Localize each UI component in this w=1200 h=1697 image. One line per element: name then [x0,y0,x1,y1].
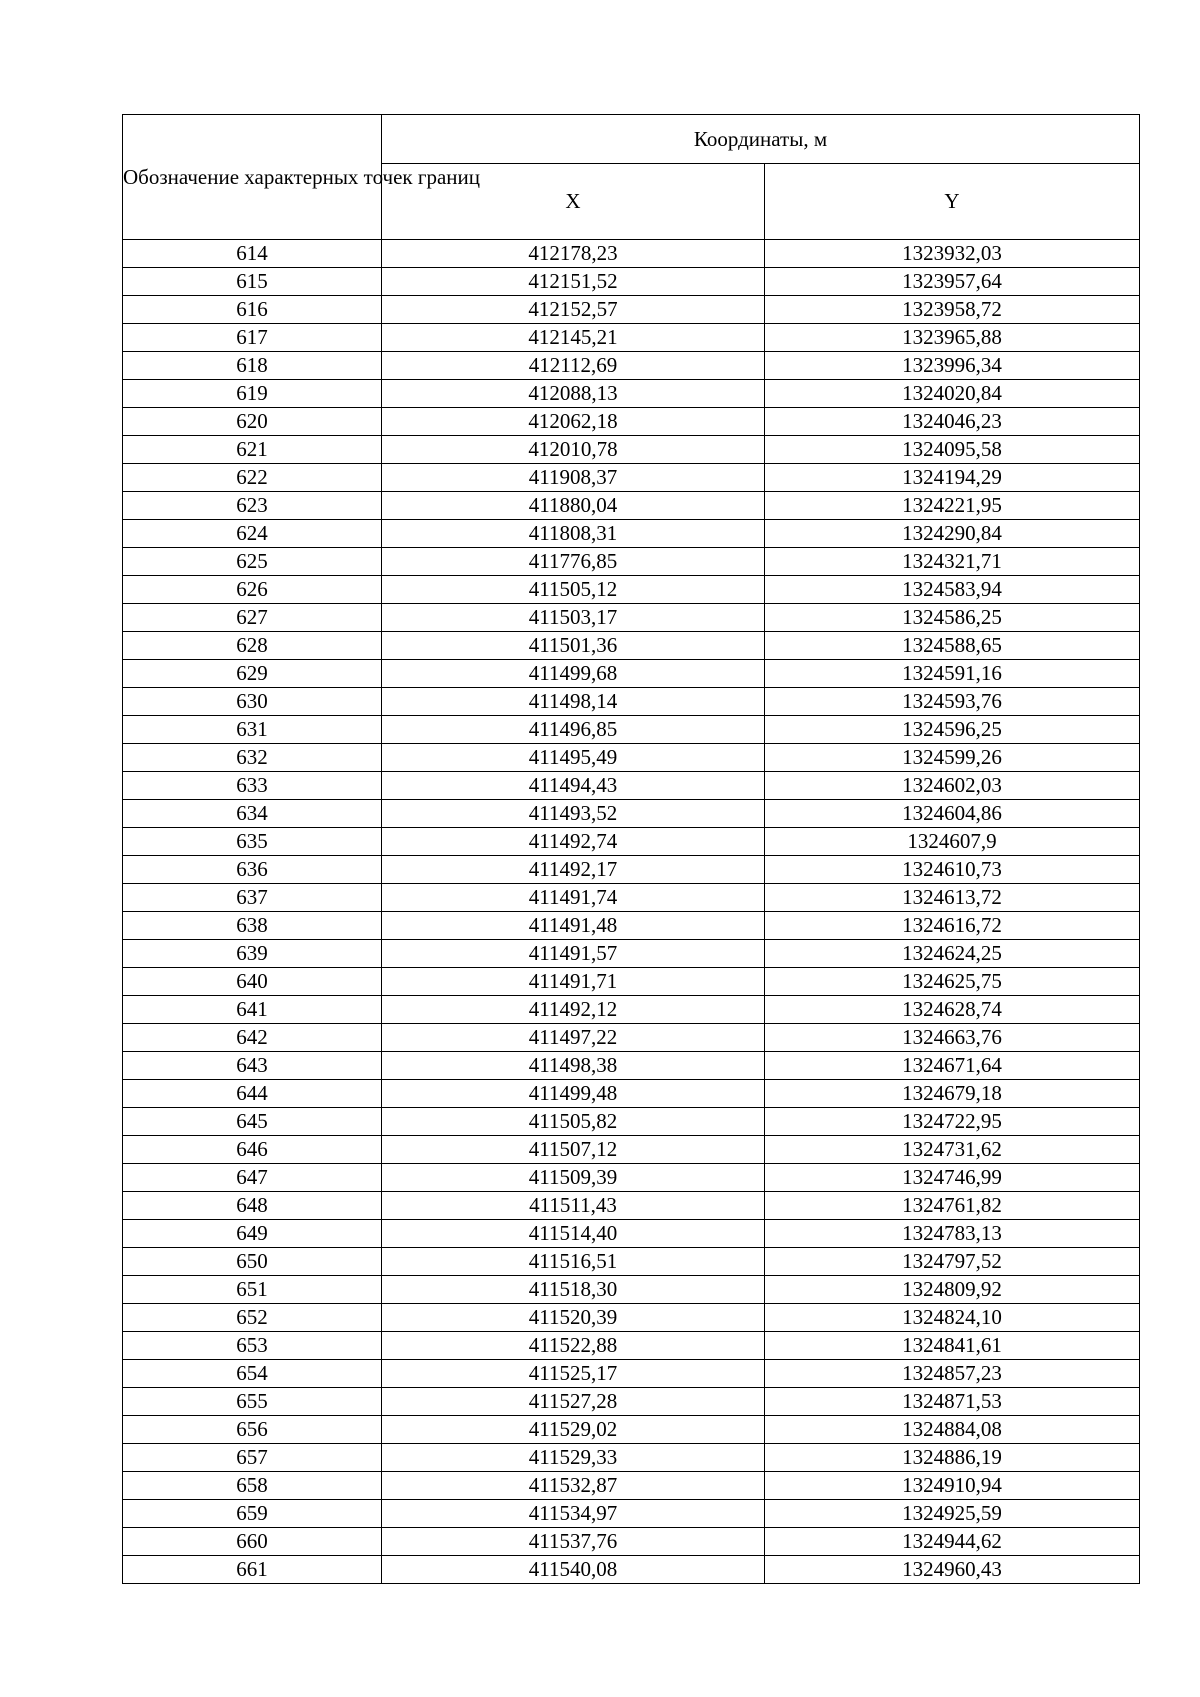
x-coordinate-cell: 411498,14 [382,688,765,716]
y-coordinate-cell: 1324871,53 [765,1388,1140,1416]
point-cell: 631 [123,716,382,744]
point-cell: 646 [123,1136,382,1164]
table-row [123,1444,1140,1472]
y-coordinate-cell: 1324925,59 [765,1500,1140,1528]
y-coordinate-cell: 1324625,75 [765,968,1140,996]
point-cell: 616 [123,296,382,324]
table-row [123,1556,1140,1584]
point-cell: 637 [123,884,382,912]
y-coordinate-cell: 1324221,95 [765,492,1140,520]
table-row [123,744,1140,772]
point-cell: 621 [123,436,382,464]
x-column-header: X [382,164,765,240]
point-cell: 641 [123,996,382,1024]
point-cell: 614 [123,240,382,268]
point-cell: 634 [123,800,382,828]
y-coordinate-cell: 1324046,23 [765,408,1140,436]
point-cell: 630 [123,688,382,716]
y-coordinate-cell: 1324593,76 [765,688,1140,716]
table-row [123,1220,1140,1248]
y-coordinate-cell: 1324194,29 [765,464,1140,492]
x-coordinate-cell: 411518,30 [382,1276,765,1304]
x-coordinate-cell: 411529,33 [382,1444,765,1472]
y-coordinate-cell: 1324321,71 [765,548,1140,576]
table-row [123,968,1140,996]
y-coordinate-cell: 1324607,9 [765,828,1140,856]
y-coordinate-cell: 1324599,26 [765,744,1140,772]
table-row [123,1108,1140,1136]
point-cell: 655 [123,1388,382,1416]
y-coordinate-cell: 1323958,72 [765,296,1140,324]
y-coordinate-cell: 1324731,62 [765,1136,1140,1164]
point-cell: 615 [123,268,382,296]
x-coordinate-cell: 412151,52 [382,268,765,296]
point-cell: 629 [123,660,382,688]
table-row [123,1052,1140,1080]
x-coordinate-cell: 411491,48 [382,912,765,940]
point-cell: 626 [123,576,382,604]
x-coordinate-cell: 411520,39 [382,1304,765,1332]
y-coordinate-cell: 1324886,19 [765,1444,1140,1472]
x-coordinate-cell: 411525,17 [382,1360,765,1388]
y-coordinate-cell: 1324624,25 [765,940,1140,968]
y-coordinate-cell: 1324588,65 [765,632,1140,660]
y-coordinate-cell: 1324596,25 [765,716,1140,744]
x-coordinate-cell: 411503,17 [382,604,765,632]
table-row [123,688,1140,716]
x-coordinate-cell: 411908,37 [382,464,765,492]
table-row [123,660,1140,688]
x-coordinate-cell: 411499,68 [382,660,765,688]
x-coordinate-cell: 411491,57 [382,940,765,968]
point-cell: 623 [123,492,382,520]
table-row [123,604,1140,632]
table-row [123,828,1140,856]
x-coordinate-cell: 411540,08 [382,1556,765,1584]
point-cell: 635 [123,828,382,856]
y-coordinate-cell: 1324809,92 [765,1276,1140,1304]
table-row [123,1528,1140,1556]
y-coordinate-cell: 1323957,64 [765,268,1140,296]
point-cell: 632 [123,744,382,772]
x-coordinate-cell: 412010,78 [382,436,765,464]
x-coordinate-cell: 412152,57 [382,296,765,324]
y-coordinate-cell: 1324884,08 [765,1416,1140,1444]
y-coordinate-cell: 1324610,73 [765,856,1140,884]
table-row [123,632,1140,660]
y-coordinate-cell: 1324583,94 [765,576,1140,604]
table-row [123,464,1140,492]
table-row [123,912,1140,940]
y-coordinate-cell: 1324095,58 [765,436,1140,464]
x-coordinate-cell: 411492,74 [382,828,765,856]
point-cell: 652 [123,1304,382,1332]
point-cell: 642 [123,1024,382,1052]
x-coordinate-cell: 411509,39 [382,1164,765,1192]
table-row [123,240,1140,268]
point-cell: 622 [123,464,382,492]
point-cell: 628 [123,632,382,660]
point-cell: 638 [123,912,382,940]
table-row [123,520,1140,548]
x-coordinate-cell: 412088,13 [382,380,765,408]
point-cell: 620 [123,408,382,436]
point-cell: 648 [123,1192,382,1220]
point-cell: 617 [123,324,382,352]
point-cell: 661 [123,1556,382,1584]
x-coordinate-cell: 411880,04 [382,492,765,520]
point-cell: 625 [123,548,382,576]
y-coordinate-cell: 1324746,99 [765,1164,1140,1192]
y-coordinate-cell: 1324722,95 [765,1108,1140,1136]
y-coordinate-cell: 1324613,72 [765,884,1140,912]
table-row [123,268,1140,296]
x-coordinate-cell: 411529,02 [382,1416,765,1444]
y-coordinate-cell: 1324290,84 [765,520,1140,548]
x-coordinate-cell: 411514,40 [382,1220,765,1248]
y-coordinate-cell: 1324604,86 [765,800,1140,828]
x-coordinate-cell: 412145,21 [382,324,765,352]
table-row [123,296,1140,324]
table-row [123,716,1140,744]
x-coordinate-cell: 411516,51 [382,1248,765,1276]
y-coordinate-cell: 1324910,94 [765,1472,1140,1500]
x-coordinate-cell: 411505,12 [382,576,765,604]
point-cell: 660 [123,1528,382,1556]
y-coordinate-cell: 1324663,76 [765,1024,1140,1052]
x-coordinate-cell: 411534,97 [382,1500,765,1528]
x-coordinate-cell: 412062,18 [382,408,765,436]
coordinates-table [122,114,1140,1584]
point-cell: 651 [123,1276,382,1304]
x-coordinate-cell: 411493,52 [382,800,765,828]
point-cell: 647 [123,1164,382,1192]
y-coordinate-cell: 1324824,10 [765,1304,1140,1332]
x-coordinate-cell: 411511,43 [382,1192,765,1220]
table-row [123,1332,1140,1360]
x-coordinate-cell: 411499,48 [382,1080,765,1108]
x-coordinate-cell: 411495,49 [382,744,765,772]
point-cell: 649 [123,1220,382,1248]
point-cell: 627 [123,604,382,632]
table-row [123,800,1140,828]
point-cell: 653 [123,1332,382,1360]
point-cell: 644 [123,1080,382,1108]
x-coordinate-cell: 411507,12 [382,1136,765,1164]
y-coordinate-cell: 1324797,52 [765,1248,1140,1276]
y-coordinate-cell: 1324586,25 [765,604,1140,632]
table-row [123,408,1140,436]
x-coordinate-cell: 411808,31 [382,520,765,548]
point-cell: 624 [123,520,382,548]
x-coordinate-cell: 411491,74 [382,884,765,912]
point-cell: 657 [123,1444,382,1472]
x-coordinate-cell: 411505,82 [382,1108,765,1136]
x-coordinate-cell: 411501,36 [382,632,765,660]
table-row [123,772,1140,800]
point-cell: 633 [123,772,382,800]
table-row [123,1416,1140,1444]
point-cell: 659 [123,1500,382,1528]
table-row [123,1136,1140,1164]
x-coordinate-cell: 411532,87 [382,1472,765,1500]
y-coordinate-cell: 1324857,23 [765,1360,1140,1388]
point-cell: 619 [123,380,382,408]
y-coordinate-cell: 1324020,84 [765,380,1140,408]
coordinates-header: Координаты, м [382,115,1140,164]
y-coordinate-cell: 1324616,72 [765,912,1140,940]
point-cell: 639 [123,940,382,968]
x-coordinate-cell: 411776,85 [382,548,765,576]
point-cell: 658 [123,1472,382,1500]
y-coordinate-cell: 1323965,88 [765,324,1140,352]
table-row [123,380,1140,408]
x-coordinate-cell: 411527,28 [382,1388,765,1416]
coordinates-table-body [123,240,1140,1584]
table-row [123,1360,1140,1388]
y-coordinate-cell: 1323996,34 [765,352,1140,380]
x-coordinate-cell: 411492,12 [382,996,765,1024]
point-cell: 636 [123,856,382,884]
table-row [123,1024,1140,1052]
table-row [123,492,1140,520]
y-coordinate-cell: 1324602,03 [765,772,1140,800]
table-row [123,324,1140,352]
table-row [123,1388,1140,1416]
table-row [123,1164,1140,1192]
table-row [123,1192,1140,1220]
table-row [123,1248,1140,1276]
point-cell: 643 [123,1052,382,1080]
x-coordinate-cell: 411497,22 [382,1024,765,1052]
x-coordinate-cell: 411522,88 [382,1332,765,1360]
point-cell: 618 [123,352,382,380]
x-coordinate-cell: 411498,38 [382,1052,765,1080]
y-coordinate-cell: 1324944,62 [765,1528,1140,1556]
y-coordinate-cell: 1324591,16 [765,660,1140,688]
y-coordinate-cell: 1324671,64 [765,1052,1140,1080]
x-coordinate-cell: 411492,17 [382,856,765,884]
y-coordinate-cell: 1324628,74 [765,996,1140,1024]
y-coordinate-cell: 1324841,61 [765,1332,1140,1360]
table-row [123,352,1140,380]
point-cell: 654 [123,1360,382,1388]
x-coordinate-cell: 411496,85 [382,716,765,744]
y-coordinate-cell: 1323932,03 [765,240,1140,268]
table-row [123,1500,1140,1528]
y-column-header: Y [765,164,1140,240]
point-cell: 650 [123,1248,382,1276]
table-row [123,436,1140,464]
point-cell: 645 [123,1108,382,1136]
x-coordinate-cell: 412178,23 [382,240,765,268]
table-row [123,576,1140,604]
table-row [123,1276,1140,1304]
y-coordinate-cell: 1324679,18 [765,1080,1140,1108]
table-row [123,856,1140,884]
point-cell: 640 [123,968,382,996]
y-coordinate-cell: 1324960,43 [765,1556,1140,1584]
table-row [123,940,1140,968]
table-row [123,548,1140,576]
y-coordinate-cell: 1324783,13 [765,1220,1140,1248]
x-coordinate-cell: 412112,69 [382,352,765,380]
x-coordinate-cell: 411491,71 [382,968,765,996]
point-cell: 656 [123,1416,382,1444]
table-row [123,996,1140,1024]
table-row [123,1304,1140,1332]
table-row [123,1472,1140,1500]
point-designation-header: Обозначение характерных точек границ [123,115,382,240]
x-coordinate-cell: 411537,76 [382,1528,765,1556]
x-coordinate-cell: 411494,43 [382,772,765,800]
y-coordinate-cell: 1324761,82 [765,1192,1140,1220]
table-row [123,884,1140,912]
table-row [123,1080,1140,1108]
